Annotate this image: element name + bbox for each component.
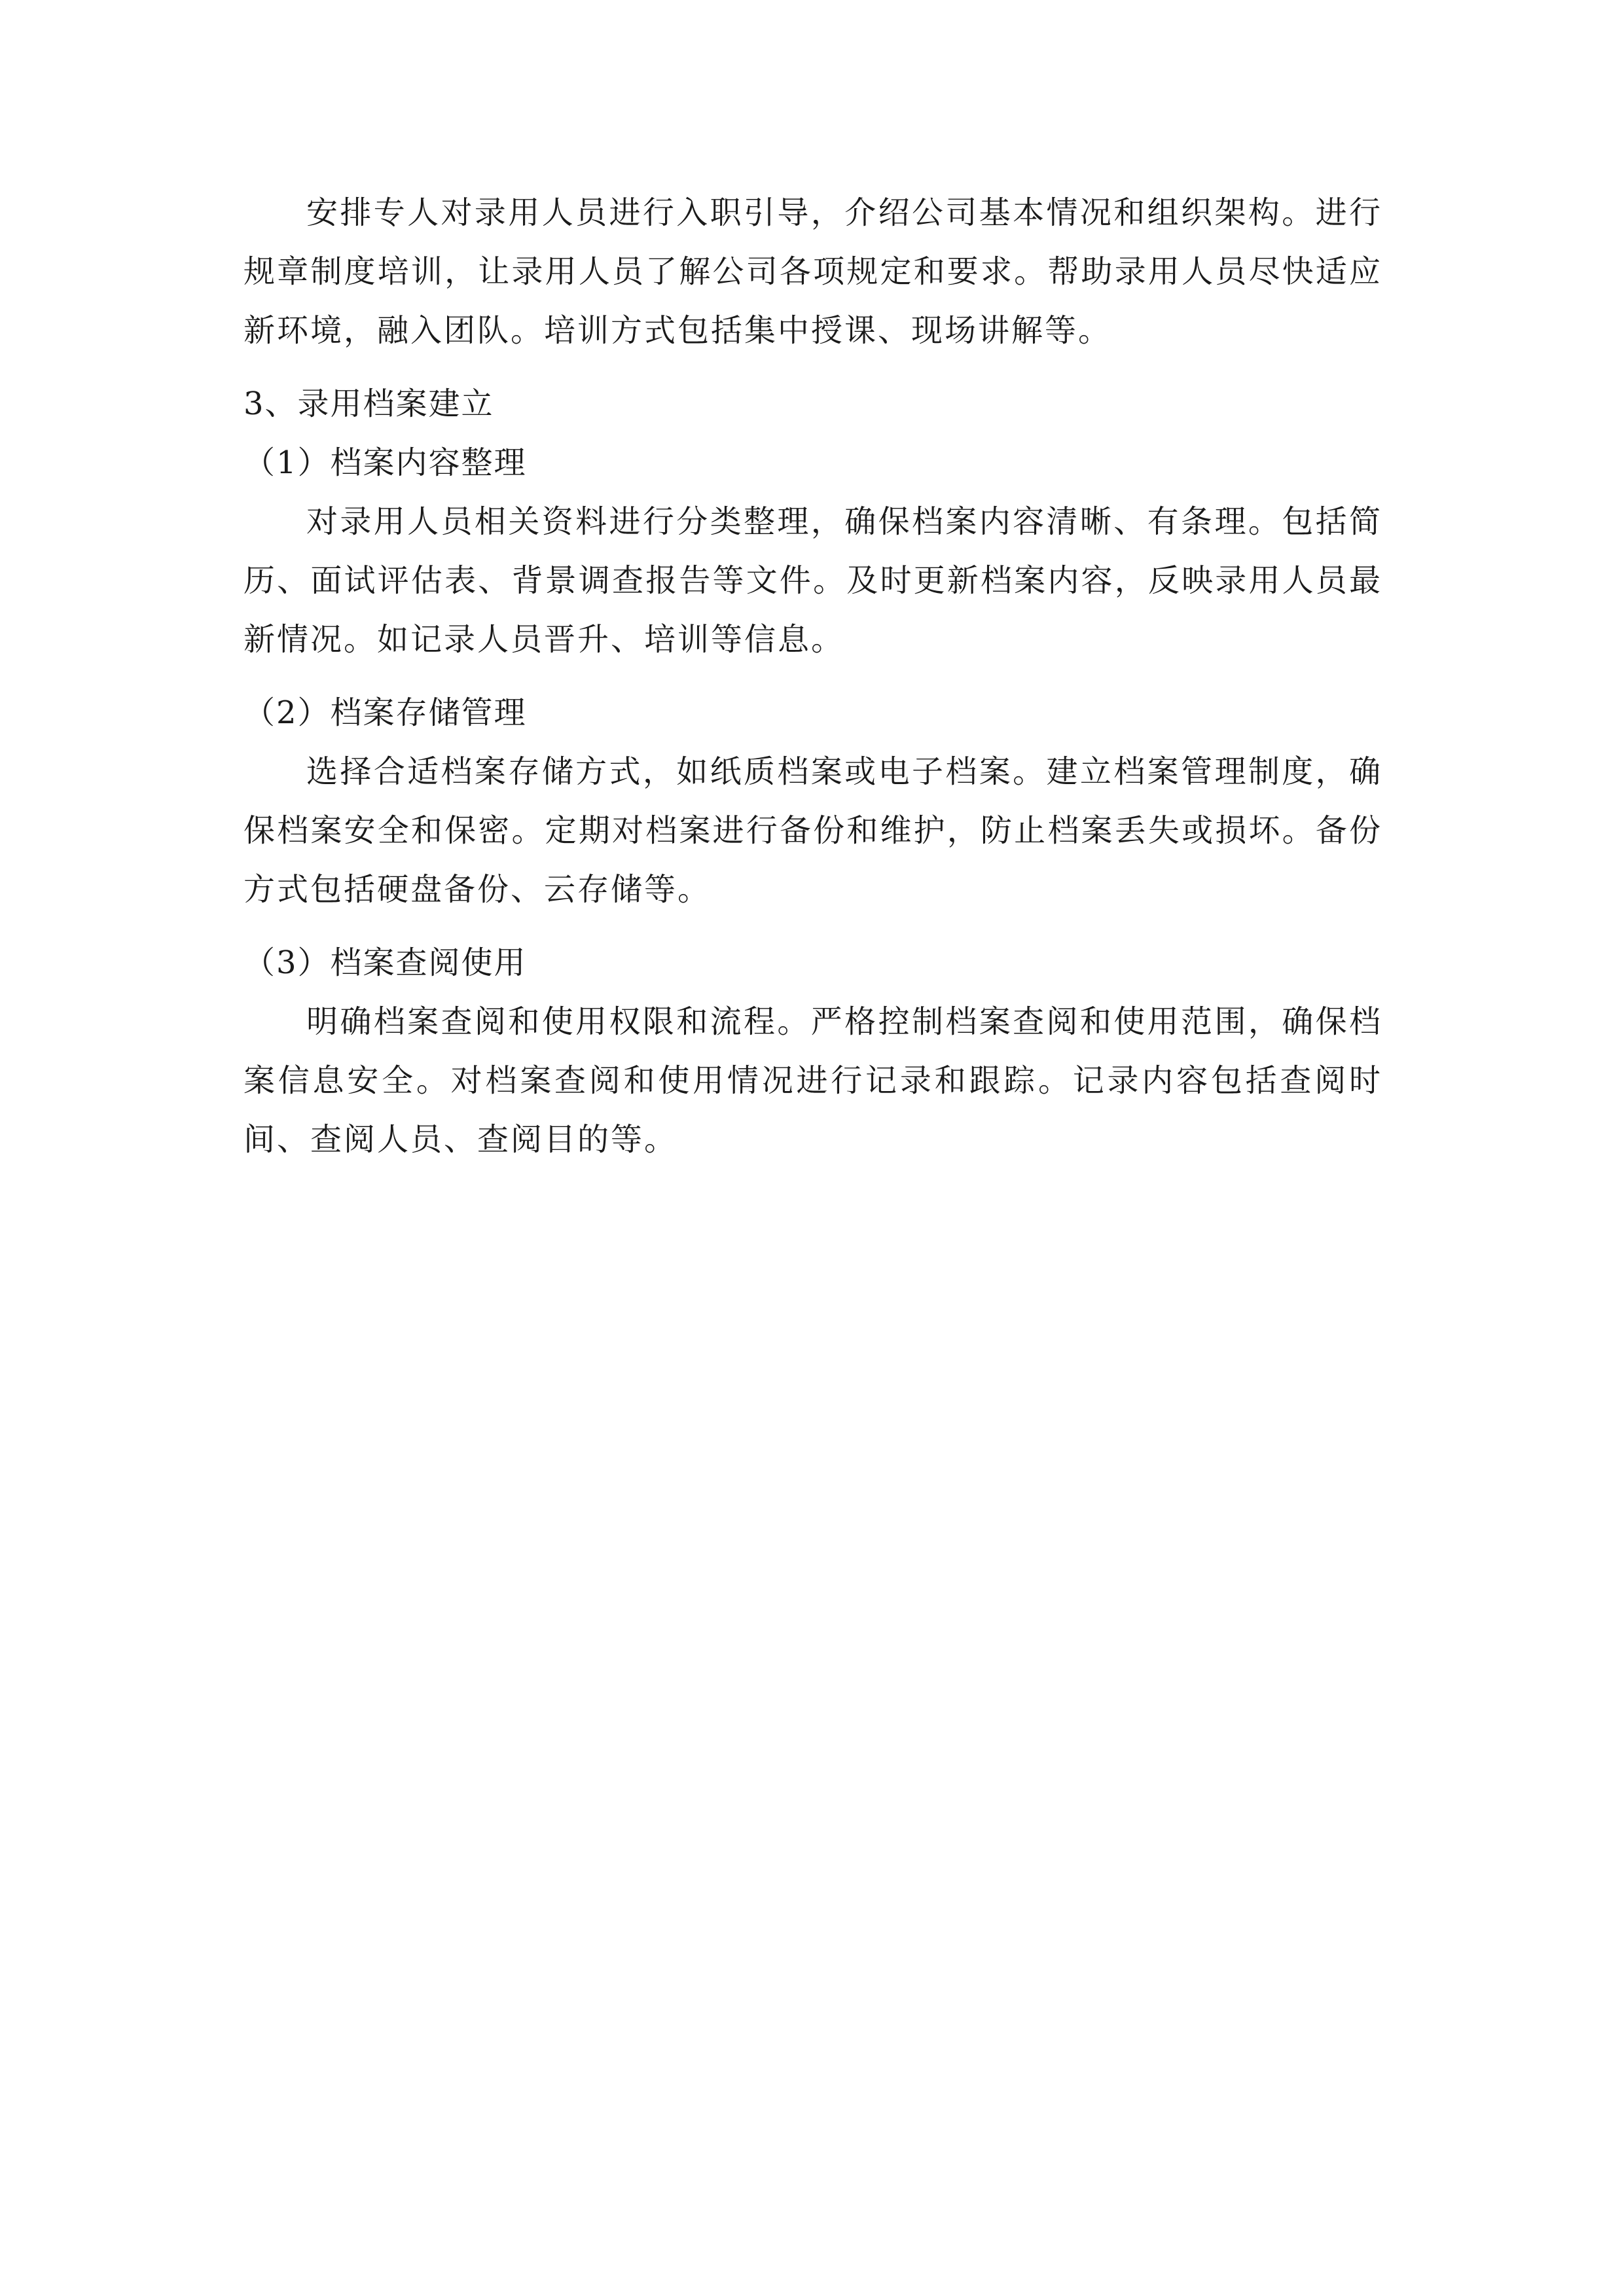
paragraph-archive-storage: 选择合适档案存储方式，如纸质档案或电子档案。建立档案管理制度，确保档案安全和保密。定期对档案进行备份和维护，防止档案丢失或损坏。备份方式包括硬盘备份、云存储等。 [244, 753, 1382, 908]
paragraph-archive-content: 对录用人员相关资料进行分类整理，确保档案内容清晰、有条理。包括简历、面试评估表、背景调查报告等文件。及时更新档案内容，反映录用人员最新情况。如记录人员晋升、培训等信息。 [244, 503, 1382, 658]
subsection-heading-2: （2）档案存储管理 [244, 694, 527, 731]
section-heading-3: 3、录用档案建立 [244, 386, 494, 422]
paragraph-onboarding: 安排专人对录用人员进行入职引导，介绍公司基本情况和组织架构。进行规章制度培训，让录用人员了解公司各项规定和要求。帮助录用人员尽快适应新环境，融入团队。培训方式包括集中授课、现场讲解等。 [244, 194, 1382, 349]
paragraph-archive-access: 明确档案查阅和使用权限和流程。严格控制档案查阅和使用范围，确保档案信息安全。对档案查阅和使用情况进行记录和跟踪。记录内容包括查阅时间、查阅人员、查阅目的等。 [244, 1003, 1382, 1158]
subsection-heading-1: （1）档案内容整理 [244, 444, 527, 481]
subsection-heading-3: （3）档案查阅使用 [244, 944, 527, 981]
document-body [244, 183, 1382, 1169]
